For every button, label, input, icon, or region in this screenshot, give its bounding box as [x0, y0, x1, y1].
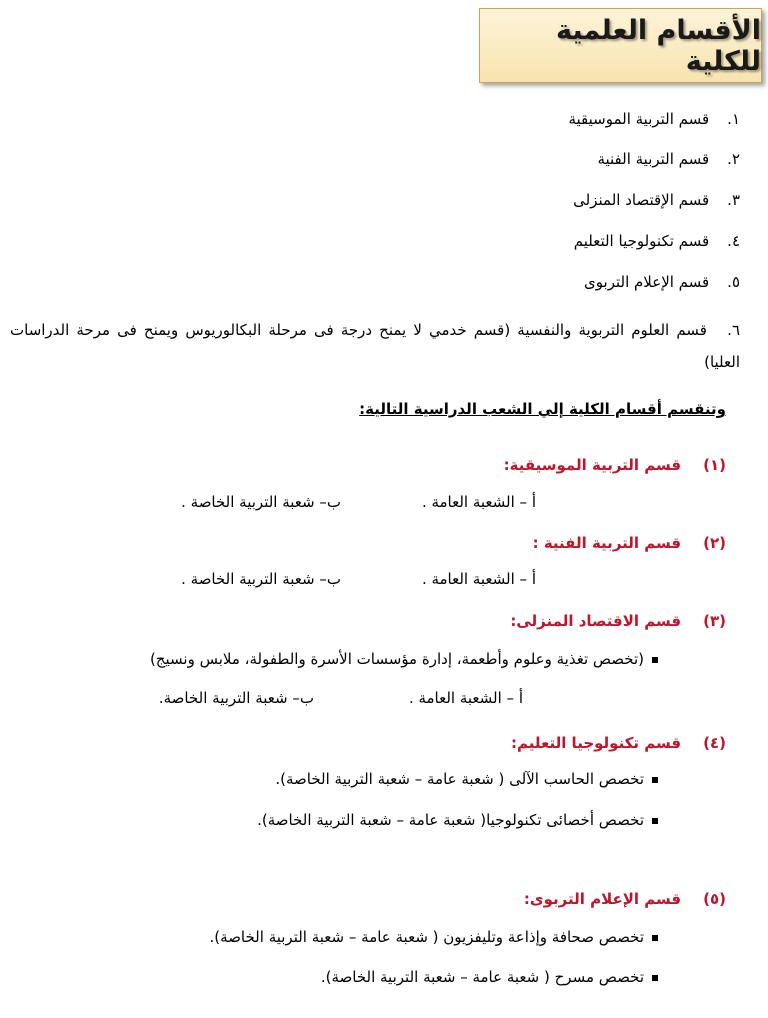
list-item: تخصص صحافة وإذاعة وتليفزيون ( شعبة عامة – شعبة التربية الخاصة). [210, 928, 658, 946]
list-item: (تخصص تغذية وعلوم وأطعمة، إدارة مؤسسات الأسرة والطفولة، ملابس ونسيج) [150, 650, 658, 668]
section-heading: (٣)قسم الاقتصاد المنزلى: [510, 612, 726, 630]
list-item: تخصص الحاسب الآلى ( شعبة عامة – شعبة التربية الخاصة). [275, 770, 658, 788]
list-item: تخصص مسرح ( شعبة عامة – شعبة التربية الخاصة). [321, 968, 658, 986]
list-item: ٦. قسم العلوم التربوية والنفسية (قسم خدمي لا يمنح درجة فى مرحلة البكالوريوس ويمنح فى مرحة الدراسات العليا) [10, 321, 740, 371]
list-item: ٥. قسم الإعلام التربوى [584, 273, 740, 291]
option-b: ب– شعبة التربية الخاصة . [181, 493, 341, 511]
list-item: ٤. قسم تكنولوجيا التعليم [573, 232, 740, 250]
page-title: الأقسام العلمية للكلية [556, 14, 761, 77]
list-item: تخصص أخصائى تكنولوجيا( شعبة عامة – شعبة التربية الخاصة). [257, 811, 658, 829]
option-b: ب– شعبة التربية الخاصة . [181, 570, 341, 588]
divisions-intro: وتنقسم أقسام الكلية إلي الشعب الدراسية التالية: [359, 400, 726, 418]
bullet-square-icon [652, 818, 658, 824]
title-box [479, 8, 762, 83]
list-item: ٣. قسم الإقتصاد المنزلى [573, 191, 740, 209]
bullet-square-icon [652, 935, 658, 941]
list-item: ١. قسم التربية الموسيقية [568, 110, 740, 128]
option-b: ب– شعبة التربية الخاصة. [158, 689, 314, 707]
section-heading: (٥)قسم الإعلام التربوى: [523, 890, 726, 908]
bullet-square-icon [652, 975, 658, 981]
section-heading: (١)قسم التربية الموسيقية: [503, 456, 726, 474]
list-item: ٢. قسم التربية الفنية [597, 150, 740, 168]
option-a: أ – الشعبة العامة . [421, 493, 536, 511]
option-a: أ – الشعبة العامة . [408, 689, 523, 707]
section-heading: (٤)قسم تكنولوجيا التعليم: [510, 734, 726, 752]
bullet-square-icon [652, 657, 658, 663]
section-heading: (٢)قسم التربية الفنية : [532, 534, 726, 552]
option-a: أ – الشعبة العامة . [421, 570, 536, 588]
bullet-square-icon [652, 777, 658, 783]
